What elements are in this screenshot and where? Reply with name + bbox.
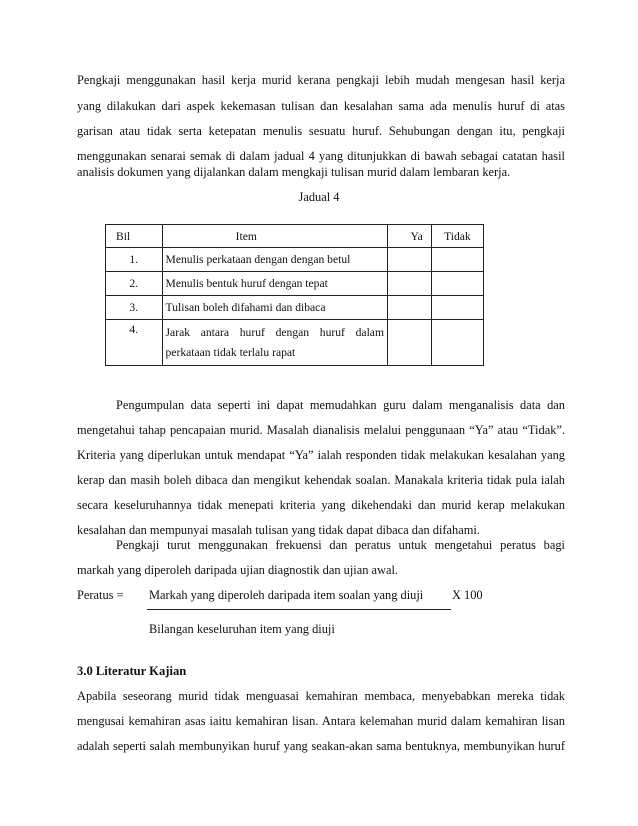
paragraph-2-line-6: kesalahan dan mempunyai masalah tulisan yang tidak dapat dibaca dan difahami. xyxy=(77,523,480,537)
paragraph-2-line-1: Pengumpulan data seperti ini dapat memudahkan guru dalam menganalisis data dan xyxy=(116,398,565,412)
row-item xyxy=(162,320,387,366)
table-row xyxy=(106,320,484,366)
row-item-line-1: Jarak antara huruf dengan huruf dalam xyxy=(165,326,384,339)
row-item: Menulis perkataan dengan dengan betul xyxy=(162,248,387,272)
row-tidak-cell xyxy=(431,272,483,296)
formula-multiplier: X 100 xyxy=(452,588,483,602)
paragraph-3-line-1: Pengkaji turut menggunakan frekuensi dan peratus untuk mengetahui peratus bagi xyxy=(116,538,565,552)
row-tidak-cell xyxy=(431,248,483,272)
section-line-2: mengusai kemahiran asas iaitu kemahiran lisan. Antara kelemahan murid dalam kemahiran lisan xyxy=(77,714,565,728)
row-number: 1. xyxy=(106,248,163,272)
paragraph-3-line-2: markah yang diperoleh daripada ujian diagnostik dan ujian awal. xyxy=(77,563,399,577)
row-ya-cell xyxy=(387,248,431,272)
paragraph-1-line-5: analisis dokumen yang dijalankan dalam mengkaji tulisan murid dalam lembaran kerja. xyxy=(77,165,511,179)
row-ya-cell xyxy=(387,320,431,366)
paragraph-2-line-3: Kriteria yang diperlukan untuk mendapat “Ya” ialah responden tidak melakukan kesalahan yang xyxy=(77,448,565,462)
row-tidak-cell xyxy=(431,296,483,320)
header-item: Item xyxy=(162,225,387,248)
checklist-table xyxy=(105,224,484,366)
section-heading: 3.0 Literatur Kajian xyxy=(77,664,187,678)
paragraph-1-line-3: garisan atau tidak serta ketepatan menulis sesuatu huruf. Sehubungan dengan itu, pengkaji xyxy=(77,124,565,138)
header-bil: Bil xyxy=(106,225,163,248)
table-row xyxy=(106,296,484,320)
row-item: Tulisan boleh difahami dan dibaca xyxy=(162,296,387,320)
table-caption: Jadual 4 xyxy=(298,190,340,204)
header-tidak: Tidak xyxy=(431,225,483,248)
section-line-3: adalah seperti salah membunyikan huruf yang seakan-akan sama bentuknya, membunyikan huruf xyxy=(77,739,565,753)
header-ya: Ya xyxy=(387,225,431,248)
formula-label: Peratus = xyxy=(77,588,124,602)
table-header-row xyxy=(106,225,484,248)
row-number: 3. xyxy=(106,296,163,320)
fraction-line xyxy=(147,609,451,610)
paragraph-2-line-5: secara keseluruhannya tidak menepati kriteria yang dikehendaki dan murid kerap melakukan xyxy=(77,498,565,512)
row-ya-cell xyxy=(387,296,431,320)
formula-denominator: Bilangan keseluruhan item yang diuji xyxy=(149,622,335,636)
row-number: 2. xyxy=(106,272,163,296)
paragraph-2-line-4: kerap dan masih boleh dibaca dan mengikut kehendak soalan. Manakala kriteria tidak pula ialah xyxy=(77,473,565,487)
row-tidak-cell xyxy=(431,320,483,366)
row-number: 4. xyxy=(106,320,163,366)
paragraph-1-line-4: menggunakan senarai semak di dalam jadual 4 yang ditunjukkan di bawah sebagai catatan hasil xyxy=(77,149,565,163)
row-item: Menulis bentuk huruf dengan tepat xyxy=(162,272,387,296)
table-row xyxy=(106,248,484,272)
row-item-line-2: perkataan tidak terlalu rapat xyxy=(165,346,296,359)
formula-numerator: Markah yang diperoleh daripada item soalan yang diuji xyxy=(149,588,424,602)
table-row xyxy=(106,272,484,296)
paragraph-1-line-1: Pengkaji menggunakan hasil kerja murid kerana pengkaji lebih mudah mengesan hasil kerja xyxy=(77,73,565,87)
paragraph-1-line-2: yang dilakukan dari aspek kekemasan tulisan dan kesalahan sama ada menulis huruf di atas xyxy=(77,99,565,113)
section-line-1: Apabila seseorang murid tidak menguasai kemahiran membaca, menyebabkan mereka tidak xyxy=(77,689,565,703)
paragraph-2-line-2: mengetahui tahap pencapaian murid. Masalah dianalisis melalui penggunaan “Ya” atau “Tidak”. xyxy=(77,423,565,437)
row-ya-cell xyxy=(387,272,431,296)
